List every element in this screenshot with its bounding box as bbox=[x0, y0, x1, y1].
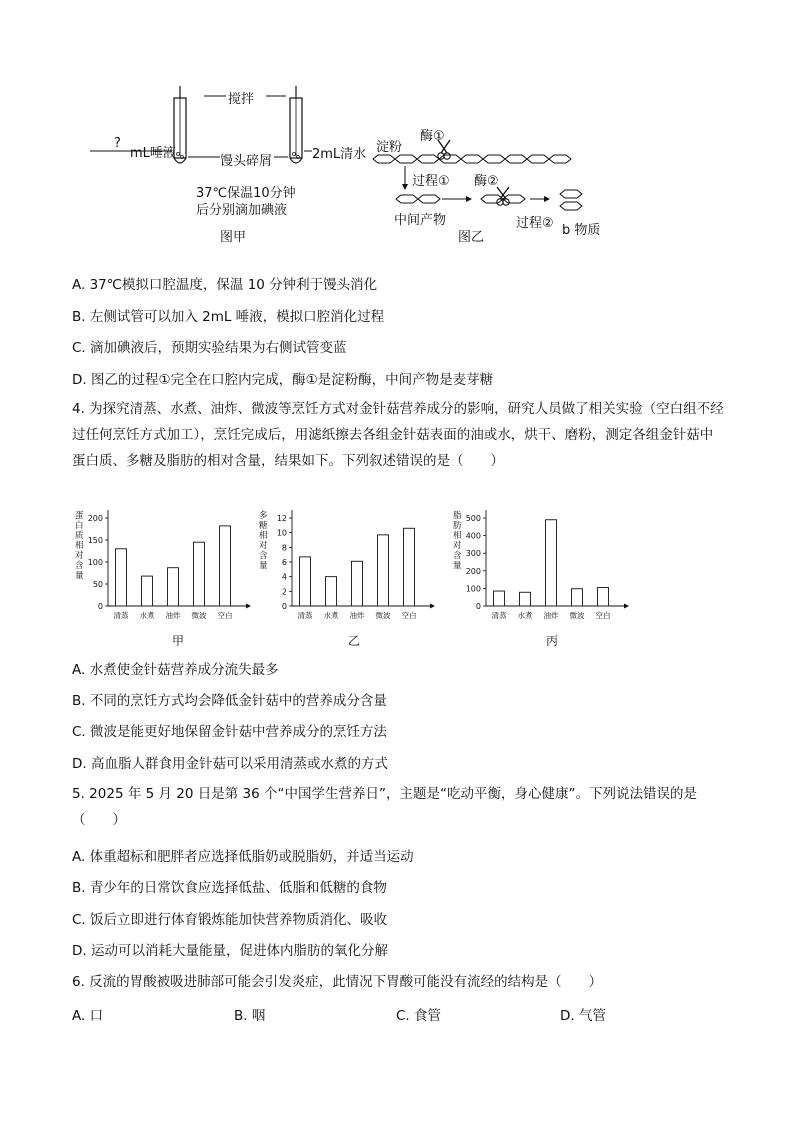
y-tick-label: 500 bbox=[465, 514, 481, 523]
bar bbox=[116, 549, 127, 606]
q4-option-c: C. 微波是能更好地保留金针菇中营养成分的烹饪方法 bbox=[72, 724, 388, 740]
q6-option-d: D. 气管 bbox=[560, 1008, 606, 1024]
glucose-unit bbox=[549, 155, 571, 163]
q4-option-b: B. 不同的烹饪方式均会降低金针菇中的营养成分含量 bbox=[72, 693, 387, 709]
y-axis-label-char: 含 bbox=[75, 561, 84, 571]
x-tick-label: 空白 bbox=[595, 611, 611, 620]
y-tick-label: 400 bbox=[465, 531, 481, 541]
q4-stem: 4. 为探究清蒸、水煮、油炸、微波等烹饪方式对金针菇营养成分的影响，研究人员做了相关实验（空白组不经过任何烹饪方式加工），烹饪完成后，用滤纸擦去各组金针菇表面的油或水，烘干、磨粉，测定各组金针菇中蛋白质、多糖及脂肪的相对含量，结果如下。下列叙述错误的是（ ） bbox=[72, 401, 724, 469]
y-tick-label: 10 bbox=[276, 528, 287, 538]
enzyme-2-label: 酶② bbox=[474, 174, 499, 189]
starch-label: 淀粉 bbox=[376, 140, 403, 155]
x-tick-label: 水煮 bbox=[517, 611, 533, 620]
bar bbox=[598, 588, 609, 606]
process-2-label: 过程② bbox=[516, 216, 554, 231]
bar bbox=[520, 592, 531, 606]
glucose-unit bbox=[395, 155, 417, 163]
glucose-unit bbox=[373, 155, 395, 163]
q3-option-c: C. 滴加碘液后，预期实验结果为右侧试管变蓝 bbox=[72, 340, 347, 356]
y-tick-label: 200 bbox=[87, 514, 103, 523]
glucose-unit bbox=[417, 155, 439, 163]
y-axis-label-char: 蛋 bbox=[75, 511, 84, 521]
q5-option-a: A. 体重超标和肥胖者应选择低脂奶或脱脂奶，并适当运动 bbox=[72, 849, 414, 865]
y-tick-label: 0 bbox=[97, 602, 103, 611]
y-axis-label-char: 相 bbox=[75, 541, 84, 551]
y-axis-label-char: 白 bbox=[75, 521, 84, 531]
x-tick-label: 空白 bbox=[401, 611, 417, 620]
x-tick-label: 微波 bbox=[569, 611, 585, 620]
bar bbox=[220, 526, 231, 606]
y-axis-label-char: 糖 bbox=[259, 521, 268, 531]
y-tick-label: 150 bbox=[87, 536, 103, 545]
condition-line-1: 37℃保温10分钟 bbox=[196, 186, 296, 201]
bar bbox=[494, 591, 505, 606]
bar bbox=[404, 528, 415, 606]
x-tick-label: 清蒸 bbox=[113, 611, 129, 620]
q3-option-a: A. 37℃模拟口腔温度，保温 10 分钟利于馒头消化 bbox=[72, 277, 378, 293]
y-tick-label: 2 bbox=[281, 587, 287, 597]
y-axis-label-char: 量 bbox=[75, 571, 84, 581]
question-mark-label: ? bbox=[114, 136, 121, 151]
y-axis-label-char: 质 bbox=[75, 531, 84, 541]
x-tick-label: 油炸 bbox=[543, 611, 559, 620]
bar bbox=[546, 520, 557, 606]
y-tick-label: 4 bbox=[281, 572, 287, 582]
x-tick-label: 空白 bbox=[217, 611, 233, 620]
intermediate-product-label: 中间产物 bbox=[394, 213, 447, 228]
q3-option-b: B. 左侧试管可以加入 2mL 唾液，模拟口腔消化过程 bbox=[72, 309, 385, 325]
q6-stem: 6. 反流的胃酸被吸进肺部可能会引发炎症，此情况下胃酸可能没有流经的结构是（ ） bbox=[72, 974, 603, 990]
y-axis-label-char: 相 bbox=[453, 531, 462, 541]
glucose-unit bbox=[527, 155, 549, 163]
saliva-label: mL唾液 bbox=[130, 146, 176, 161]
glucose-unit bbox=[396, 195, 418, 203]
x-tick-label: 微波 bbox=[191, 611, 207, 620]
y-axis-label-char: 肪 bbox=[453, 521, 462, 531]
y-axis-label-char: 量 bbox=[259, 561, 268, 571]
x-tick-label: 油炸 bbox=[349, 611, 365, 620]
y-axis-label-char: 含 bbox=[259, 551, 268, 561]
y-axis-label-char: 量 bbox=[453, 561, 462, 571]
enzyme-1-label: 酶① bbox=[420, 129, 445, 144]
bar bbox=[352, 561, 363, 606]
starch-chain bbox=[373, 155, 571, 163]
intermediate-chain bbox=[396, 195, 440, 203]
chart-bing-title: 丙 bbox=[546, 634, 559, 648]
q4-option-d: D. 高血脂人群食用金针菇可以采用清蒸或水煮的方式 bbox=[72, 756, 388, 772]
bar bbox=[378, 535, 389, 606]
x-tick-label: 水煮 bbox=[323, 611, 339, 620]
bar bbox=[142, 576, 153, 606]
y-tick-label: 200 bbox=[465, 566, 481, 576]
q5-option-b: B. 青少年的日常饮食应选择低盐、低脂和低糖的食物 bbox=[72, 880, 387, 896]
q3-option-d: D. 图乙的过程①完全在口腔内完成，酶①是淀粉酶，中间产物是麦芽糖 bbox=[72, 372, 494, 388]
x-tick-label: 清蒸 bbox=[297, 611, 313, 620]
y-tick-label: 50 bbox=[92, 580, 103, 589]
y-tick-label: 6 bbox=[281, 558, 287, 567]
bar bbox=[194, 542, 205, 606]
b-substance-label: b 物质 bbox=[562, 223, 601, 238]
y-axis-label-char: 脂 bbox=[453, 511, 462, 521]
x-axis-arrow bbox=[430, 604, 435, 609]
figure-jia-caption: 图甲 bbox=[220, 230, 247, 245]
y-tick-label: 100 bbox=[87, 558, 103, 567]
q5-stem: 5. 2025 年 5 月 20 日是第 36 个“中国学生营养日”，主题是“吃动平衡，身心健康”。下列说法错误的是（ ） bbox=[72, 786, 697, 828]
x-axis-arrow bbox=[624, 604, 629, 609]
q5-option-d: D. 运动可以消耗大量能量，促进体内脂肪的氧化分解 bbox=[72, 943, 388, 959]
x-tick-label: 清蒸 bbox=[491, 611, 507, 620]
bar bbox=[572, 589, 583, 606]
y-axis-label-char: 对 bbox=[75, 551, 84, 561]
process-1-label: 过程① bbox=[412, 174, 450, 189]
glucose-unit bbox=[505, 155, 527, 163]
y-tick-label: 8 bbox=[281, 543, 287, 553]
y-tick-label: 0 bbox=[281, 602, 287, 611]
fat-chart bbox=[450, 506, 630, 626]
condition-line-2: 后分别滴加碘液 bbox=[196, 203, 288, 218]
bar bbox=[300, 557, 311, 606]
stir-label: 搅拌 bbox=[228, 92, 255, 107]
figure-yi-caption: 图乙 bbox=[458, 230, 485, 245]
q6-option-b: B. 咽 bbox=[234, 1008, 266, 1024]
y-tick-label: 0 bbox=[475, 602, 481, 611]
right-test-tube bbox=[290, 86, 302, 163]
water-label: 2mL清水 bbox=[312, 147, 367, 162]
chart-jia-title: 甲 bbox=[172, 634, 185, 648]
glucose-unit bbox=[461, 155, 483, 163]
x-tick-label: 油炸 bbox=[165, 611, 181, 620]
y-tick-label: 300 bbox=[465, 549, 481, 559]
polysaccharide-chart bbox=[256, 506, 436, 626]
q6-option-c: C. 食管 bbox=[396, 1008, 442, 1024]
bread-crumbs-label: 馒头碎屑 bbox=[220, 154, 273, 169]
bar bbox=[326, 577, 337, 606]
glucose-unit bbox=[418, 195, 440, 203]
x-tick-label: 微波 bbox=[375, 611, 391, 620]
y-tick-label: 12 bbox=[276, 514, 287, 523]
q5-option-c: C. 饭后立即进行体育锻炼能加快营养物质消化、吸收 bbox=[72, 912, 388, 928]
y-axis-label-char: 相 bbox=[259, 531, 268, 541]
x-axis-arrow bbox=[246, 604, 251, 609]
y-tick-label: 100 bbox=[465, 584, 481, 594]
figure-yi-diagram bbox=[372, 118, 602, 218]
x-tick-label: 水煮 bbox=[139, 611, 155, 620]
protein-chart bbox=[72, 506, 252, 626]
y-axis-label-char: 含 bbox=[453, 551, 462, 561]
y-axis-label-char: 对 bbox=[453, 541, 462, 551]
y-axis-label-char: 多 bbox=[259, 511, 268, 521]
chart-yi-title: 乙 bbox=[348, 634, 361, 648]
q6-option-a: A. 口 bbox=[72, 1008, 104, 1024]
y-axis-label-char: 对 bbox=[259, 541, 268, 551]
glucose-unit bbox=[483, 155, 505, 163]
bar bbox=[168, 568, 179, 606]
q4-option-a: A. 水煮使金针菇营养成分流失最多 bbox=[72, 662, 279, 678]
